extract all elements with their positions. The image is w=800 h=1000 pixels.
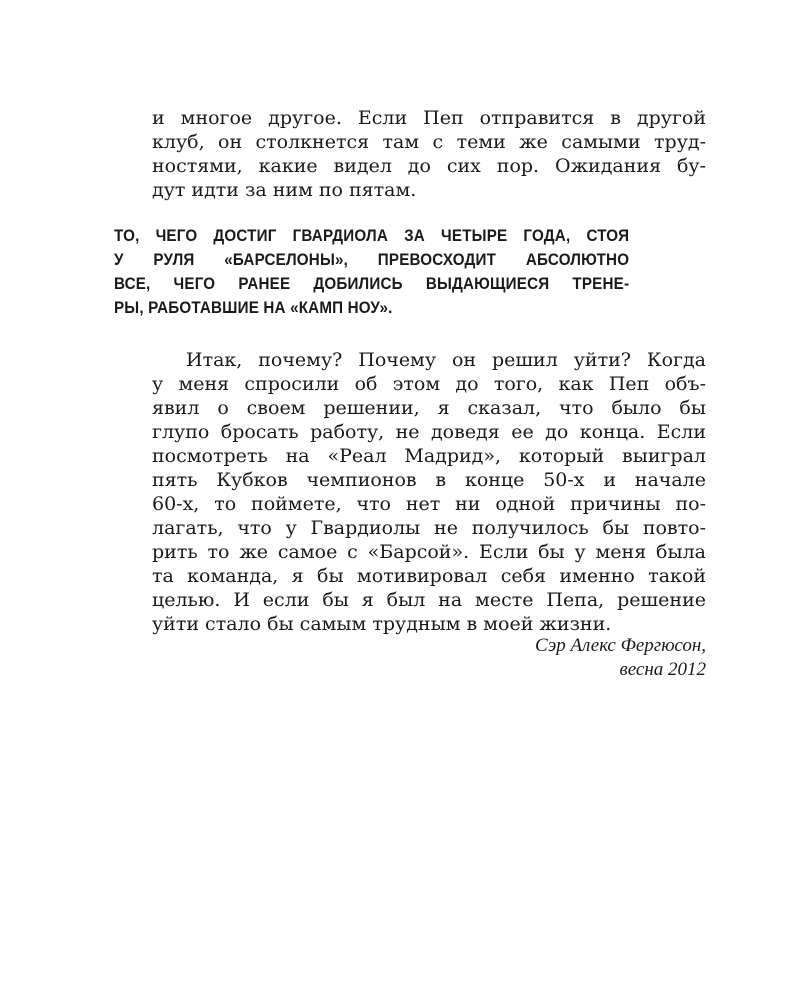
paragraph-line: та команда, я бы мотивировал себя именно такой (152, 565, 706, 587)
intro-line: клуб, он столкнется там с теми же самыми труд- (152, 131, 706, 153)
intro-line: ностями, какие видел до сих пор. Ожидания бу- (152, 155, 706, 177)
pull-quote-line: ВСЕ, ЧЕГО РАНЕЕ ДОБИЛИСЬ ВЫДАЮЩИЕСЯ ТРЕНЕ- (114, 275, 630, 293)
paragraph-line: глупо бросать работу, не доведя ее до конца. Если (152, 421, 706, 443)
paragraph-line: 60-х, то поймете, что нет ни одной причины по- (152, 493, 706, 515)
paragraph-line: явил о своем решении, я сказал, что было бы (152, 397, 706, 419)
paragraph-line: посмотреть на «Реал Мадрид», который выиграл (152, 445, 706, 467)
paragraph-line: лагать, что у Гвардиолы не получилось бы повто- (152, 517, 706, 539)
paragraph-line: уйти стало бы самым трудным в моей жизни. (152, 613, 612, 635)
paragraph-line: целью. И если бы я был на месте Пепа, решение (152, 589, 706, 611)
signature-date: весна 2012 (619, 659, 706, 680)
paragraph-line: пять Кубков чемпионов в конце 50-х и начале (152, 469, 706, 491)
paragraph-line: Итак, почему? Почему он решил уйти? Когда (186, 349, 706, 371)
pull-quote-line: РЫ, РАБОТАВШИЕ НА «КАМП НОУ». (114, 299, 393, 317)
pull-quote-line: ТО, ЧЕГО ДОСТИГ ГВАРДИОЛА ЗА ЧЕТЫРЕ ГОДА, СТОЯ (114, 227, 630, 245)
intro-line: и многое другое. Если Пеп отправится в другой (152, 107, 706, 129)
pull-quote-line: У РУЛЯ «БАРСЕЛОНЫ», ПРЕВОСХОДИТ АБСОЛЮТНО (114, 251, 630, 269)
intro-line: дут идти за ним по пятам. (152, 179, 417, 201)
paragraph-line: рить то же самое с «Барсой». Если бы у меня была (152, 541, 706, 563)
paragraph-line: у меня спросили об этом до того, как Пеп объ- (152, 373, 706, 395)
signature-name: Сэр Алекс Фергюсон, (535, 635, 706, 656)
